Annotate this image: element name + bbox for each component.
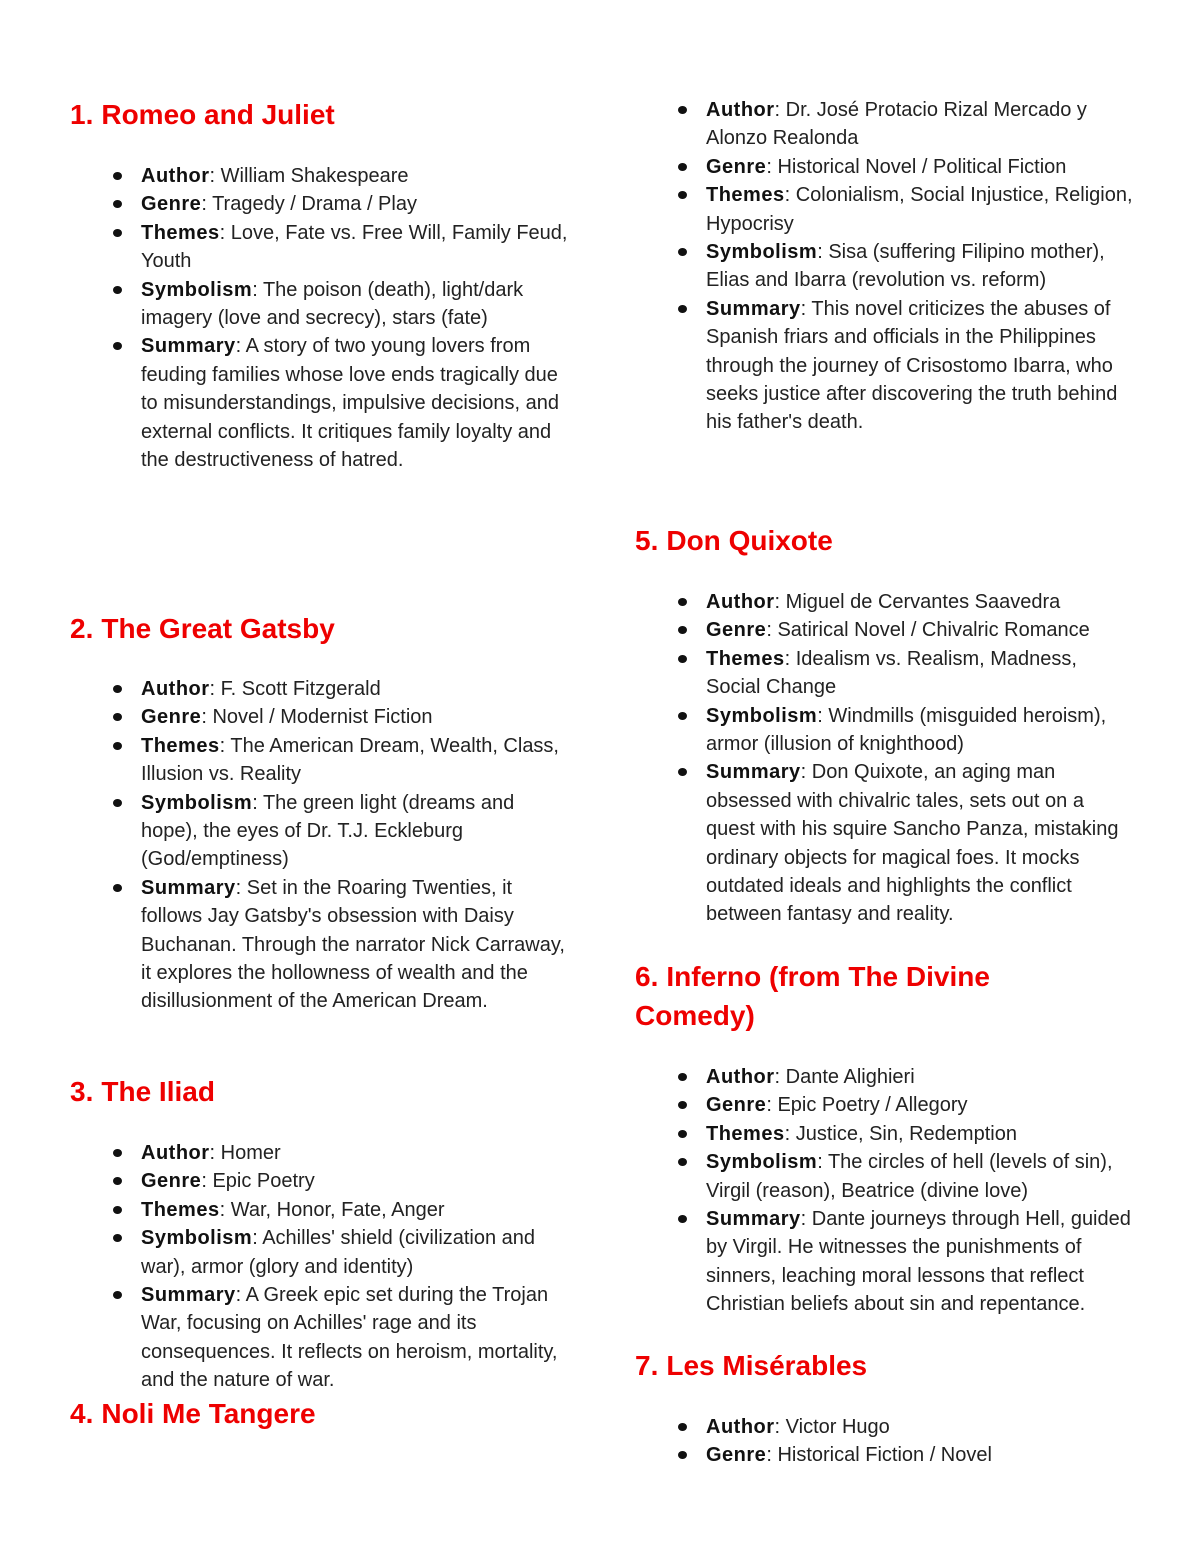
fact-value: Satirical Novel / Chivalric Romance xyxy=(777,619,1090,642)
bullet-icon xyxy=(113,713,122,721)
fact-value: Love, Fate vs. Free Will, Family Feud, Youth xyxy=(141,221,568,273)
fact-value: F. Scott Fitzgerald xyxy=(220,678,381,700)
bullet-icon xyxy=(113,1177,122,1185)
fact-separator: : xyxy=(774,591,786,613)
fact-value: Don Quixote, an aging man obsessed with chivalric tales, sets out on a quest with his squire Sancho Panza, mistaking ordinary objects for magical foes. It mocks outdated ideals and highlights the conflict between fantasy and reality. xyxy=(706,761,1119,926)
fact-summary xyxy=(635,1205,1135,1319)
fact-separator: : xyxy=(209,678,221,700)
fact-author xyxy=(635,588,1135,616)
fact-value: The American Dream, Wealth, Class, Illusion vs. Reality xyxy=(141,734,559,786)
bullet-icon xyxy=(678,1158,687,1166)
bullet-icon xyxy=(678,305,687,313)
fact-symbolism xyxy=(70,1224,570,1281)
fact-label: Genre xyxy=(141,1170,202,1193)
fact-separator: : xyxy=(219,1198,231,1221)
fact-value: The circles of hell (levels of sin), Virgil (reason), Beatrice (divine love) xyxy=(706,1151,1113,1202)
facts-list-les-miserables xyxy=(635,1413,1135,1470)
fact-value: Colonialism, Social Injustice, Religion, Hypocrisy xyxy=(706,184,1133,235)
fact-separator: : xyxy=(219,221,231,244)
facts-list-inferno xyxy=(635,1063,1135,1319)
fact-separator: : xyxy=(817,704,829,727)
fact-label: Author xyxy=(706,1066,775,1088)
fact-label: Summary xyxy=(706,1208,801,1231)
fact-value: Homer xyxy=(220,1142,281,1164)
fact-separator: : xyxy=(774,1416,786,1438)
heading-title: Don Quixote xyxy=(666,525,833,556)
fact-summary xyxy=(635,758,1135,928)
fact-separator: : xyxy=(201,1170,213,1193)
fact-symbolism xyxy=(70,276,570,333)
facts-list-noli-me-tangere xyxy=(635,96,1135,437)
fact-separator: : xyxy=(252,1227,263,1250)
heading-les-miserables xyxy=(635,1346,867,1385)
fact-author xyxy=(70,675,570,703)
heading-title-line1: Inferno (from The Divine xyxy=(666,961,990,992)
bullet-icon xyxy=(678,106,687,114)
fact-separator: : xyxy=(209,165,221,187)
fact-separator: : xyxy=(800,1208,812,1231)
bullet-icon xyxy=(678,626,687,634)
fact-value: Achilles' shield (civilization and war), armor (glory and identity) xyxy=(141,1227,536,1278)
fact-value: Dante journeys through Hell, guided by Virgil. He witnesses the punishments of sinners, leaching moral lessons that reflect Christian beliefs about sin and repentance. xyxy=(706,1208,1131,1316)
fact-separator: : xyxy=(235,876,247,899)
fact-label: Genre xyxy=(141,193,202,216)
bullet-icon xyxy=(113,1234,122,1242)
fact-label: Symbolism xyxy=(141,278,253,301)
fact-value: Windmills (misguided heroism), armor (illusion of knighthood) xyxy=(706,704,1107,756)
heading-title: Romeo and Juliet xyxy=(101,99,335,130)
bullet-icon xyxy=(678,655,687,663)
bullet-icon xyxy=(678,768,687,776)
fact-label: Summary xyxy=(706,761,801,784)
fact-author xyxy=(70,1139,570,1167)
fact-summary xyxy=(70,874,570,1016)
fact-label: Genre xyxy=(706,619,767,642)
heading-the-iliad xyxy=(70,1072,215,1111)
bullet-icon xyxy=(678,1130,687,1138)
fact-separator: : xyxy=(766,619,778,642)
heading-title: The Great Gatsby xyxy=(101,613,335,644)
fact-value: Tragedy / Drama / Play xyxy=(212,193,417,216)
bullet-icon xyxy=(678,163,687,171)
fact-separator: : xyxy=(209,1142,221,1164)
fact-label: Author xyxy=(706,1416,775,1438)
facts-list-romeo-and-juliet xyxy=(70,162,570,474)
heading-title: Les Misérables xyxy=(666,1350,868,1381)
fact-separator: : xyxy=(201,193,213,216)
heading-romeo-and-juliet xyxy=(70,95,335,134)
fact-value: Justice, Sin, Redemption xyxy=(795,1122,1017,1145)
fact-separator: : xyxy=(766,155,778,178)
fact-value: Set in the Roaring Twenties, it follows Jay Gatsby's obsession with Daisy Buchanan. Through the narrator Nick Carraway, it explores the hollowness of wealth and the disillusionment of the American Dream. xyxy=(141,876,565,1013)
fact-value: Epic Poetry / Allegory xyxy=(777,1094,968,1117)
fact-themes xyxy=(70,219,570,276)
fact-separator: : xyxy=(201,706,213,729)
heading-don-quixote xyxy=(635,521,833,560)
fact-value: A Greek epic set during the Trojan War, focusing on Achilles' rage and its consequences. It reflects on heroism, mortality, and the nature of war. xyxy=(141,1284,558,1392)
fact-value: Miguel de Cervantes Saavedra xyxy=(785,591,1061,613)
bullet-icon xyxy=(113,799,122,807)
fact-symbolism xyxy=(635,238,1135,295)
fact-label: Genre xyxy=(141,706,202,729)
bullet-icon xyxy=(113,172,122,180)
bullet-icon xyxy=(113,1291,122,1299)
fact-author xyxy=(635,96,1135,153)
bullet-icon xyxy=(113,342,122,350)
fact-label: Author xyxy=(141,1142,210,1164)
bullet-icon xyxy=(113,1206,122,1214)
bullet-icon xyxy=(678,1215,687,1223)
bullet-icon xyxy=(678,1423,687,1431)
fact-separator: : xyxy=(252,791,263,814)
fact-label: Summary xyxy=(141,876,236,899)
fact-value: Dr. José Protacio Rizal Mercado y Alonzo Realonda xyxy=(706,99,1087,150)
fact-value: Idealism vs. Realism, Madness, Social Change xyxy=(706,647,1077,699)
bullet-icon xyxy=(678,598,687,606)
fact-author xyxy=(635,1413,1135,1441)
bullet-icon xyxy=(113,685,122,693)
heading-number: 5. xyxy=(635,525,659,556)
heading-number: 3. xyxy=(70,1076,94,1107)
heading-noli-me-tangere xyxy=(70,1394,316,1433)
bullet-icon xyxy=(678,712,687,720)
fact-themes xyxy=(635,1120,1135,1148)
fact-label: Themes xyxy=(706,184,785,207)
fact-symbolism xyxy=(635,702,1135,759)
heading-title: The Iliad xyxy=(101,1076,215,1107)
heading-number: 6. xyxy=(635,961,659,992)
fact-value: The green light (dreams and hope), the eyes of Dr. T.J. Eckleburg (God/emptiness) xyxy=(141,791,515,871)
fact-separator: : xyxy=(784,1122,796,1145)
fact-label: Genre xyxy=(706,1444,767,1467)
bullet-icon xyxy=(113,1149,122,1157)
bullet-icon xyxy=(113,286,122,294)
heading-inferno xyxy=(635,957,990,1035)
fact-label: Symbolism xyxy=(706,241,818,264)
fact-label: Author xyxy=(141,678,210,700)
fact-author xyxy=(70,162,570,190)
fact-value: Dante Alighieri xyxy=(785,1066,915,1088)
fact-summary xyxy=(70,332,570,474)
fact-label: Author xyxy=(141,165,210,187)
fact-separator: : xyxy=(766,1444,778,1467)
bullet-icon xyxy=(113,742,122,750)
fact-genre xyxy=(635,1091,1135,1119)
fact-label: Themes xyxy=(141,221,220,244)
fact-genre xyxy=(635,1441,1135,1469)
fact-label: Symbolism xyxy=(141,1227,253,1250)
heading-title: Noli Me Tangere xyxy=(101,1398,316,1429)
heading-number: 1. xyxy=(70,99,94,130)
fact-themes xyxy=(70,732,570,789)
bullet-icon xyxy=(113,884,122,892)
fact-summary xyxy=(70,1281,570,1395)
fact-separator: : xyxy=(800,761,812,784)
fact-label: Symbolism xyxy=(141,791,253,814)
fact-label: Author xyxy=(706,591,775,613)
fact-value: William Shakespeare xyxy=(220,165,409,187)
fact-separator: : xyxy=(817,241,829,264)
fact-value: A story of two young lovers from feuding families whose love ends tragically due to misunderstandings, impulsive decisions, and external conflicts. It critiques family loyalty and the destructiveness of hatred. xyxy=(141,335,559,472)
fact-label: Themes xyxy=(706,647,785,670)
fact-separator: : xyxy=(800,297,812,320)
fact-separator: : xyxy=(784,184,796,207)
heading-the-great-gatsby xyxy=(70,609,335,648)
facts-list-the-great-gatsby xyxy=(70,675,570,1016)
fact-separator: : xyxy=(774,1066,786,1088)
bullet-icon xyxy=(113,229,122,237)
fact-value: War, Honor, Fate, Anger xyxy=(230,1198,445,1221)
fact-label: Themes xyxy=(706,1122,785,1145)
fact-separator: : xyxy=(235,335,246,358)
fact-label: Summary xyxy=(706,297,801,320)
fact-symbolism xyxy=(635,1148,1135,1205)
heading-number: 4. xyxy=(70,1398,94,1429)
fact-separator: : xyxy=(784,647,796,670)
fact-themes xyxy=(635,181,1135,238)
fact-genre xyxy=(635,153,1135,181)
fact-genre xyxy=(70,190,570,218)
fact-separator: : xyxy=(766,1094,778,1117)
fact-themes xyxy=(635,645,1135,702)
fact-value: Historical Fiction / Novel xyxy=(777,1444,992,1467)
fact-separator: : xyxy=(219,734,231,757)
fact-value: Sisa (suffering Filipino mother), Elias and Ibarra (revolution vs. reform) xyxy=(706,241,1105,292)
heading-number: 2. xyxy=(70,613,94,644)
fact-value: This novel criticizes the abuses of Spanish friars and officials in the Philippines through the journey of Crisostomo Ibarra, who seeks justice after discovering the truth behind his father's death. xyxy=(706,297,1118,434)
fact-genre xyxy=(70,1167,570,1195)
bullet-icon xyxy=(678,248,687,256)
fact-label: Themes xyxy=(141,1198,220,1221)
facts-list-the-iliad xyxy=(70,1139,570,1395)
fact-label: Genre xyxy=(706,1094,767,1117)
heading-title-line2: Comedy) xyxy=(635,1000,755,1031)
bullet-icon xyxy=(678,1073,687,1081)
fact-separator: : xyxy=(235,1284,246,1307)
fact-separator: : xyxy=(817,1151,828,1174)
fact-separator: : xyxy=(774,99,786,121)
fact-label: Symbolism xyxy=(706,1151,818,1174)
fact-label: Themes xyxy=(141,734,220,757)
facts-list-don-quixote xyxy=(635,588,1135,929)
fact-label: Summary xyxy=(141,335,236,358)
fact-symbolism xyxy=(70,789,570,874)
bullet-icon xyxy=(678,1101,687,1109)
bullet-icon xyxy=(678,1451,687,1459)
fact-value: The poison (death), light/dark imagery (love and secrecy), stars (fate) xyxy=(141,278,524,330)
fact-genre xyxy=(70,703,570,731)
fact-summary xyxy=(635,295,1135,437)
fact-value: Victor Hugo xyxy=(785,1416,890,1438)
heading-number: 7. xyxy=(635,1350,659,1381)
fact-value: Epic Poetry xyxy=(212,1170,315,1193)
fact-genre xyxy=(635,616,1135,644)
fact-value: Historical Novel / Political Fiction xyxy=(777,155,1067,178)
fact-themes xyxy=(70,1196,570,1224)
fact-label: Author xyxy=(706,99,775,121)
bullet-icon xyxy=(678,191,687,199)
fact-author xyxy=(635,1063,1135,1091)
fact-value: Novel / Modernist Fiction xyxy=(212,706,433,729)
fact-label: Summary xyxy=(141,1284,236,1307)
fact-label: Genre xyxy=(706,155,767,178)
fact-label: Symbolism xyxy=(706,704,818,727)
bullet-icon xyxy=(113,200,122,208)
fact-separator: : xyxy=(252,278,263,301)
